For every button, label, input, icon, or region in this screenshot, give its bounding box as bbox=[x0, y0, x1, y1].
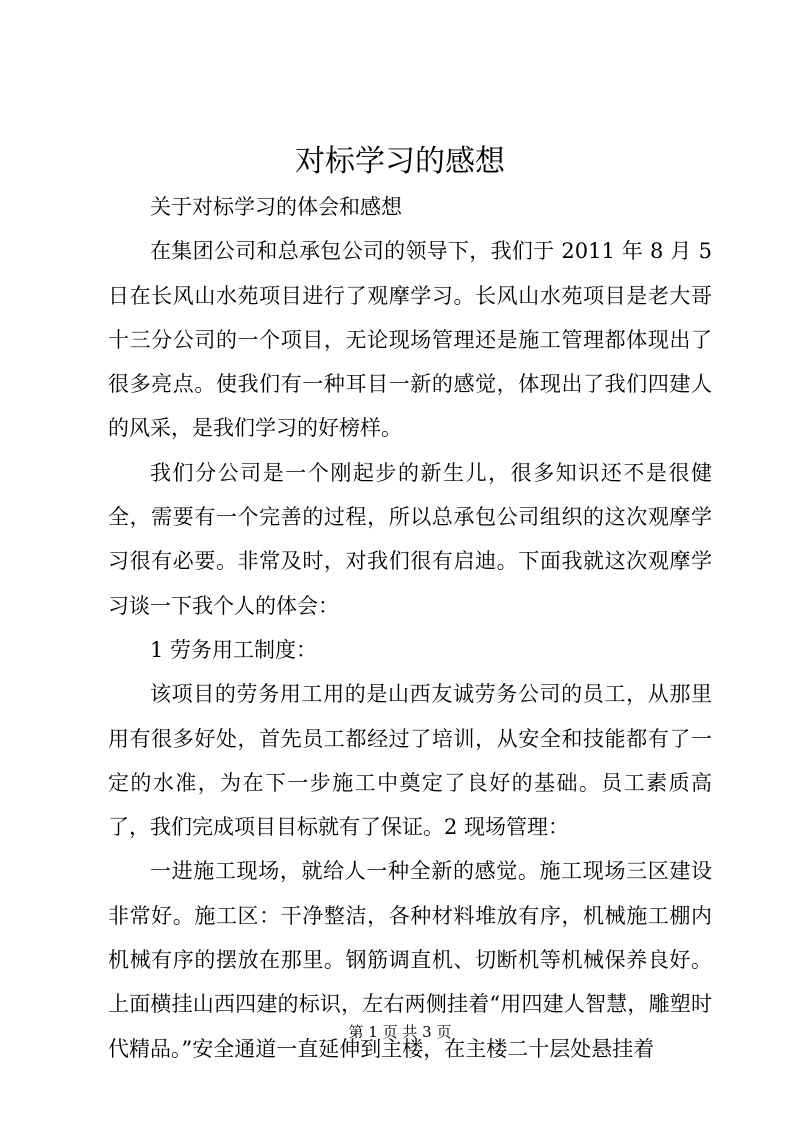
document-title: 对标学习的感想 bbox=[295, 144, 505, 179]
document-body bbox=[108, 185, 712, 1071]
paragraph-labor: 该项目的劳务用工用的是山西友诚劳务公司的员工，从那里用有很多好处，首先员工都经过了培训，从安全和技能都有了一定的水准，为在下一步施工中奠定了良好的基础。员工素质高了，我们完成项目目标就有了保证。2 现场管理： bbox=[108, 682, 712, 840]
page-footer: 第 1 页 共 3 页 bbox=[348, 1023, 452, 1041]
paragraph-subtitle: 关于对标学习的体会和感想 bbox=[150, 195, 402, 219]
paragraph-site: 一进施工现场，就给人一种全新的感觉。施工现场三区建设非常好。施工区：干净整洁，各种材料堆放有序，机械施工棚内机械有序的摆放在那里。钢筋调直机、切断机等机械保养良好。上面横挂山西四建的标识，左右两侧挂着“用四建人智慧，雕塑时代精品。”安全通道一直延伸到主楼，在主楼二十层处悬挂着 bbox=[108, 859, 712, 1061]
paragraph-branch: 我们分公司是一个刚起步的新生儿，很多知识还不是很健全，需要有一个完善的过程，所以总承包公司组织的这次观摩学习很有必要。非常及时，对我们很有启迪。下面我就这次观摩学习谈一下我个人的体会： bbox=[108, 460, 712, 618]
paragraph-heading-labor: 1 劳务用工制度： bbox=[150, 637, 318, 662]
paragraph-intro: 在集团公司和总承包公司的领导下，我们于 2011 年 8 月 5 日在长风山水苑项目进行了观摩学习。长风山水苑项目是老大哥十三分公司的一个项目，无论现场管理还是施工管理都体现出了很多亮点。使我们有一种耳目一新的感觉，体现出了我们四建人的风采，是我们学习的好榜样。 bbox=[108, 239, 712, 441]
